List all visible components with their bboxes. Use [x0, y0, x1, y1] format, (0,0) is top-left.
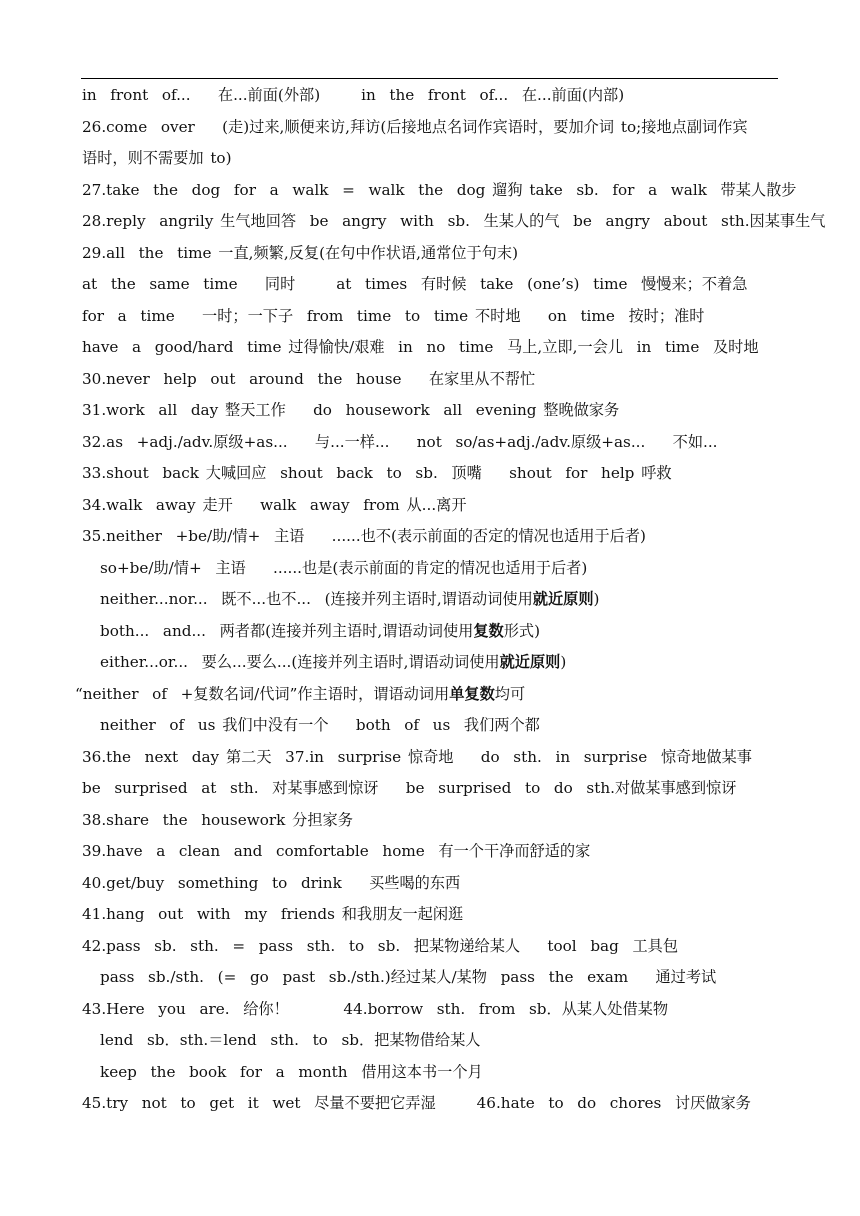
text-line — [82, 1025, 802, 1057]
text-line — [82, 458, 802, 490]
text-line — [82, 112, 802, 144]
text-line — [82, 1088, 802, 1120]
text-line — [82, 931, 802, 963]
emphasis-text: 复数 — [473, 621, 504, 640]
text-line — [82, 269, 802, 301]
line-text: be surprised at sth. 对某事感到惊讶 be surprised to do sth.对做某事感到惊讶 — [82, 779, 737, 797]
text-line — [82, 742, 802, 774]
text-line — [82, 80, 802, 112]
line-text: either...or... 要么...要么...(连接并列主语时,谓语动词使用 — [100, 653, 500, 671]
text-line — [75, 679, 802, 711]
line-text: 30.never help out around the house 在家里从不帮忙 — [82, 369, 536, 388]
line-text: 31.work all day 整天工作 do housework all evening 整晚做家务 — [82, 401, 620, 419]
text-line — [82, 553, 802, 585]
text-line — [82, 521, 802, 553]
text-line — [82, 395, 802, 427]
line-text: have a good/hard time 过得愉快/艰难 in no time 马上,立即,一会儿 in time 及时地 — [82, 338, 759, 356]
line-text: 28.reply angrily 生气地回答 be angry with sb. 生某人的气 be angry about sth.因某事生气 — [82, 212, 826, 230]
text-line — [82, 143, 802, 175]
line-text: 32.as +adj./adv.原级+as... 与...一样... not so/as+adj./adv.原级+as... 不如... — [82, 432, 718, 451]
text-line — [82, 332, 802, 364]
line-text: 43.Here you are. 给你！ 44.borrow sth. from sb．从某人处借某物 — [82, 999, 669, 1018]
line-text: 39.have a clean and comfortable home 有一个干净而舒适的家 — [82, 842, 591, 860]
text-body — [75, 80, 826, 1120]
line-text: ) — [560, 653, 567, 671]
line-text: 27.take the dog for a walk = walk the dog 遛狗 take sb. for a walk 带某人散步 — [82, 180, 797, 199]
text-line — [82, 616, 802, 648]
line-text: at the same time 同时 at times 有时候 take (one’s) time 慢慢来；不着急 — [82, 275, 748, 293]
line-text: keep the book for a month 借用这本书一个月 — [100, 1062, 483, 1081]
line-text: ) — [593, 590, 600, 608]
text-line — [82, 994, 802, 1026]
line-text: 形式) — [503, 621, 541, 640]
line-text: for a time 一时；一下子 from time to time 不时地 on time 按时；准时 — [82, 306, 705, 325]
line-text: 38.share the housework 分担家务 — [82, 810, 353, 829]
line-text: 45.try not to get it wet 尽量不要把它弄湿 46.hate to do chores 讨厌做家务 — [82, 1094, 751, 1112]
text-line — [82, 868, 802, 900]
line-text: 41.hang out with my friends 和我朋友一起闲逛 — [82, 905, 464, 923]
line-text: 均可 — [494, 684, 526, 703]
line-text: 42.pass sb. sth. = pass sth. to sb. 把某物递给某人 tool bag 工具包 — [82, 936, 679, 955]
line-text: both... and... 两者都(连接并列主语时,谓语动词使用 — [100, 621, 474, 640]
line-text: so+be/助/情+ 主语 ......也是(表示前面的肯定的情况也适用于后者) — [100, 558, 588, 577]
text-line — [82, 710, 802, 742]
text-line — [82, 206, 826, 238]
line-text: 26.come over (走)过来,顺便来访,拜访(后接地点名词作宾语时，要加介词 to;接地点副词作宾 — [82, 117, 748, 136]
line-text: 34.walk away 走开 walk away from 从...离开 — [82, 495, 467, 514]
text-line — [82, 175, 802, 207]
text-line — [82, 962, 802, 994]
text-line — [82, 490, 802, 522]
line-text: neither...nor... 既不...也不... (连接并列主语时,谓语动词使用 — [100, 590, 533, 608]
line-text: in front of... 在...前面(外部) in the front of... 在...前面(内部) — [82, 86, 625, 104]
line-text: 36.the next day 第二天 37.in surprise 惊奇地 do sth. in surprise 惊奇地做某事 — [82, 747, 752, 766]
line-text: 29.all the time 一直,频繁,反复(在句中作状语,通常位于句末) — [82, 243, 518, 262]
header-rule — [81, 78, 778, 79]
emphasis-text: 就近原则 — [499, 653, 561, 671]
text-line — [82, 647, 802, 679]
text-line — [82, 836, 802, 868]
text-line — [82, 238, 802, 270]
line-text: pass sb./sth. (= go past sb./sth.)经过某人/某物 pass the exam 通过考试 — [100, 968, 717, 986]
text-line — [82, 1057, 802, 1089]
text-line — [82, 427, 802, 459]
line-text: 40.get/buy something to drink 买些喝的东西 — [82, 873, 461, 892]
text-line — [82, 364, 802, 396]
text-line — [82, 301, 802, 333]
emphasis-text: 单复数 — [449, 684, 495, 703]
text-line — [82, 584, 802, 616]
text-line — [82, 805, 802, 837]
emphasis-text: 就近原则 — [532, 590, 594, 608]
text-line — [82, 773, 802, 805]
line-text: 语时，则不需要加 to) — [82, 149, 232, 167]
line-text: 33.shout back 大喊回应 shout back to sb. 顶嘴 shout for help 呼救 — [82, 464, 672, 482]
line-text: 35.neither +be/助/情+ 主语 ......也不(表示前面的否定的情况也适用于后者) — [82, 527, 646, 545]
text-line — [82, 899, 802, 931]
line-text: lend sb．sth.＝lend sth. to sb．把某物借给某人 — [100, 1031, 481, 1049]
line-text: “neither of +复数名词/代词”作主语时，谓语动词用 — [75, 684, 450, 703]
line-text: neither of us 我们中没有一个 both of us 我们两个都 — [100, 716, 540, 734]
